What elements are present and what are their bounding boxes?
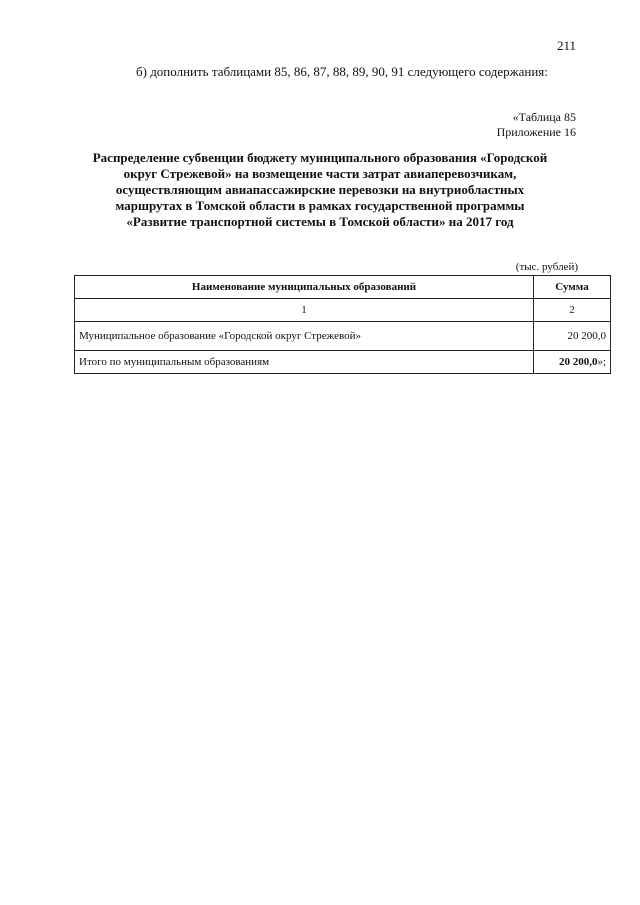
title-line: «Развитие транспортной системы в Томской области» на 2017 год xyxy=(126,214,514,229)
units-note: (тыс. рублей) xyxy=(515,261,578,273)
total-amount-cell xyxy=(534,351,611,374)
table-label: «Таблица 85 xyxy=(512,110,576,124)
document-title xyxy=(60,150,580,230)
table-header-row xyxy=(75,276,611,299)
page-number: 211 xyxy=(556,38,576,53)
total-row xyxy=(75,351,611,374)
table-row xyxy=(75,322,611,351)
table-reference xyxy=(497,110,576,140)
column-number-row xyxy=(75,299,611,322)
title-line: осуществляющим авиапассажирские перевозки на внутриобластных xyxy=(115,182,525,197)
column-number: 2 xyxy=(534,299,611,322)
total-label: Итого по муниципальным образованиям xyxy=(75,351,534,374)
header-sum: Сумма xyxy=(534,276,611,299)
amount: 20 200,0 xyxy=(534,322,611,351)
closing-quote: »; xyxy=(597,356,606,368)
subvention-table xyxy=(74,275,611,374)
amendment-intro-text: б) дополнить таблицами 85, 86, 87, 88, 89, 90, 91 следующего содержания: xyxy=(136,64,548,79)
appendix-label: Приложение 16 xyxy=(496,125,576,139)
title-line: маршрутах в Томской области в рамках государственной программы xyxy=(115,198,525,213)
title-line: Распределение субвенции бюджету муниципального образования «Городской xyxy=(92,150,548,165)
municipality-name: Муниципальное образование «Городской округ Стрежевой» xyxy=(75,322,534,351)
total-amount: 20 200,0 xyxy=(558,356,598,368)
header-name: Наименование муниципальных образований xyxy=(75,276,534,299)
column-number: 1 xyxy=(75,299,534,322)
title-line: округ Стрежевой» на возмещение части затрат авиаперевозчикам, xyxy=(123,166,517,181)
